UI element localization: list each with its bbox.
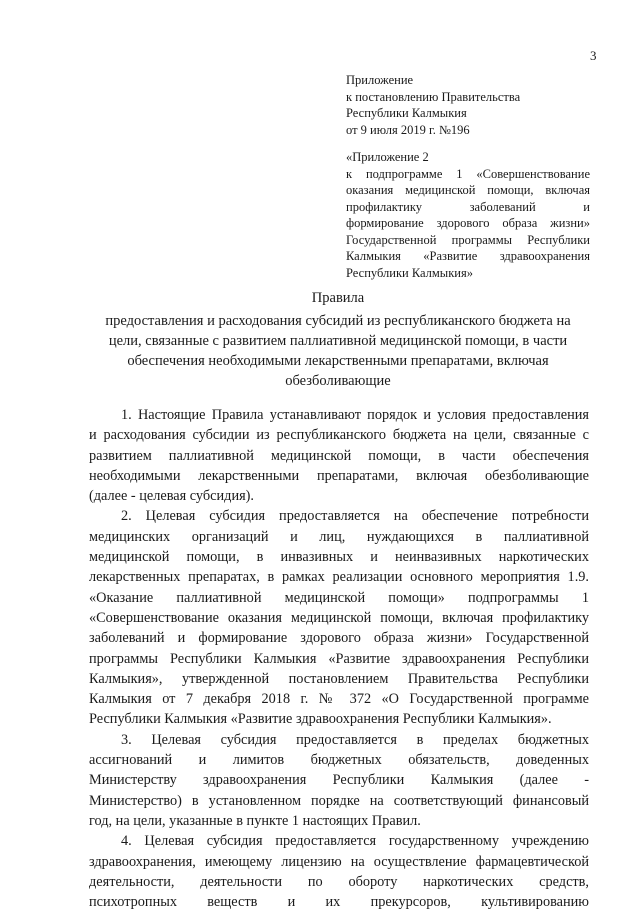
body-line: медицинских организаций и лиц, нуждающихся в паллиативной: [89, 528, 589, 545]
body-line: развитием паллиативной медицинской помощи, в части обеспечения: [89, 447, 589, 464]
body-line: Республики Калмыкия «Развитие здравоохранения Республики Калмыкия».: [89, 711, 552, 728]
body-line: «Оказание паллиативной медицинской помощи» подпрограммы 1: [89, 589, 589, 606]
body-line: необходимыми лекарственными препаратами, включая обезболивающие: [89, 467, 589, 484]
body-line: 2. Целевая субсидия предоставляется на обеспечение потребности: [121, 508, 589, 525]
title-subtitle-line: предоставления и расходования субсидий из республиканского бюджета на: [105, 313, 571, 329]
appendix-2-line: Калмыкия «Развитие здравоохранения: [346, 249, 590, 263]
appendix-line: Приложение: [346, 73, 414, 87]
title-subtitle-line: обеспечения необходимыми лекарственными препаратами, включая: [127, 353, 549, 369]
appendix-line: к постановлению Правительства: [346, 89, 521, 104]
appendix-line: Республики Калмыкия: [346, 106, 467, 120]
body-line: 3. Целевая субсидия предоставляется в пределах бюджетных: [121, 731, 589, 748]
body-line: «Совершенствование оказания медицинской помощи, включая профилактику: [89, 609, 589, 626]
appendix-line: от 9 июля 2019 г. №196: [346, 122, 470, 137]
appendix-2-line: к подпрограмме 1 «Совершенствование: [346, 166, 590, 181]
body-line: 1. Настоящие Правила устанавливают порядок и условия предоставления: [121, 407, 589, 423]
body-line: Калмыкия», утвержденной постановлением Правительства Республики: [89, 670, 589, 687]
body-line: год, на цели, указанные в пункте 1 настоящих Правил.: [89, 812, 421, 829]
body-line: деятельности, деятельности по обороту наркотических средств,: [89, 873, 589, 890]
appendix-header: [346, 72, 590, 138]
appendix-2-line: Государственной программы Республики: [346, 232, 590, 247]
appendix-2-line: Республики Калмыкия»: [346, 265, 473, 280]
page-number: 3: [590, 48, 597, 63]
body-line: здравоохранения, имеющему лицензию на осуществление фармацевтической: [89, 853, 589, 870]
appendix-2-line: «Приложение 2: [346, 150, 429, 164]
body-line: программы Республики Калмыкия «Развитие здравоохранения Республики: [89, 650, 589, 667]
appendix-2-line: профилактику заболеваний и: [346, 199, 590, 214]
body-line: медицинской помощи, в инвазивных и неинвазивных наркотических: [89, 549, 589, 566]
body-line: ассигнований и лимитов бюджетных обязательств, доведенных: [89, 752, 589, 769]
body-line: Министерству здравоохранения Республики Калмыкия (далее -: [89, 772, 589, 789]
body-line: (далее - целевая субсидия).: [89, 488, 255, 505]
appendix-2-line: формирование здорового образа жизни»: [346, 216, 590, 230]
body-line: Министерство) в установленном порядке на соответствующий финансовый: [89, 792, 589, 809]
body-line: и расходования субсидии из республиканского бюджета на цели, связанные с: [89, 427, 589, 444]
appendix-2-line: оказания медицинской помощи, включая: [346, 183, 590, 197]
document-title: [88, 288, 588, 391]
title-subtitle-line: обезболивающие: [285, 373, 391, 389]
body-line: заболеваний и формирование здорового образа жизни» Государственной: [89, 630, 589, 647]
body-line: лекарственных препаратах, в рамках реализации основного мероприятия 1.9.: [89, 569, 589, 586]
body-line: 4. Целевая субсидия предоставляется государственному учреждению: [121, 833, 589, 850]
body-line: психотропных веществ и их прекурсоров, культивированию: [89, 894, 589, 911]
body-line: Калмыкия от 7 декабря 2018 г. № 372 «О Государственной программе: [89, 691, 589, 708]
title-subtitle-line: цели, связанные с развитием паллиативной медицинской помощи, в части: [108, 333, 568, 349]
appendix-2-header: [346, 149, 590, 281]
document-body: [89, 405, 589, 912]
title-heading: Правила: [311, 290, 365, 306]
